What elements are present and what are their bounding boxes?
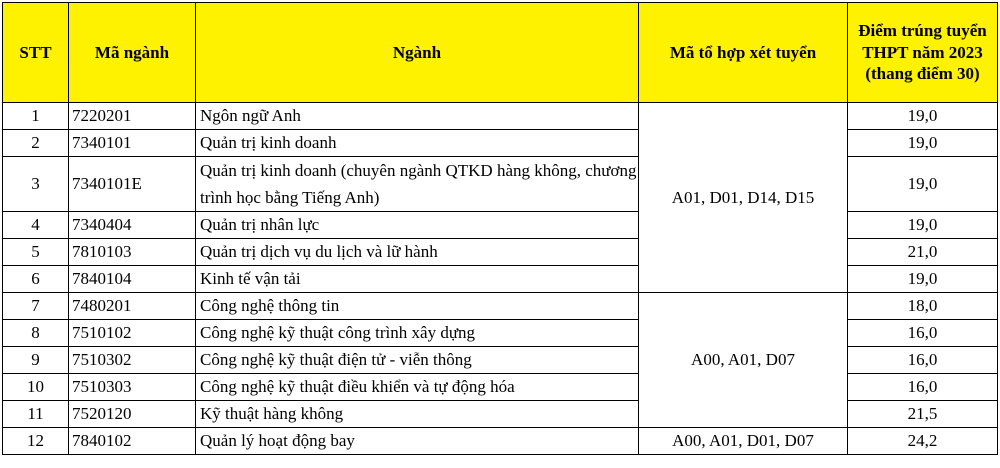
cell-major: Kỹ thuật hàng không — [196, 401, 639, 428]
cell-major: Kinh tế vận tải — [196, 266, 639, 293]
cell-major: Ngôn ngữ Anh — [196, 103, 639, 130]
cell-stt: 1 — [3, 103, 69, 130]
cell-stt: 7 — [3, 293, 69, 320]
table-row — [3, 374, 998, 401]
cell-code: 7840104 — [69, 266, 196, 293]
table-row — [3, 428, 998, 455]
table-row — [3, 347, 998, 374]
cell-major: Quản trị dịch vụ du lịch và lữ hành — [196, 239, 639, 266]
cell-stt: 12 — [3, 428, 69, 455]
table-row — [3, 266, 998, 293]
cell-stt: 11 — [3, 401, 69, 428]
cell-code: 7520120 — [69, 401, 196, 428]
cell-major: Công nghệ kỹ thuật điều khiển và tự động hóa — [196, 374, 639, 401]
cell-score: 24,2 — [848, 428, 998, 455]
header-major: Ngành — [196, 3, 639, 103]
cell-combo-group: A00, A01, D07 — [639, 293, 848, 428]
cell-score: 19,0 — [848, 266, 998, 293]
table-row — [3, 212, 998, 239]
cell-stt: 8 — [3, 320, 69, 347]
cell-code: 7840102 — [69, 428, 196, 455]
cell-stt: 5 — [3, 239, 69, 266]
table-row — [3, 130, 998, 157]
cell-stt: 9 — [3, 347, 69, 374]
header-combo: Mã tổ hợp xét tuyển — [639, 3, 848, 103]
cell-code: 7510302 — [69, 347, 196, 374]
cell-score: 16,0 — [848, 347, 998, 374]
cell-major: Quản trị kinh doanh — [196, 130, 639, 157]
admission-score-table — [2, 2, 998, 455]
cell-stt: 4 — [3, 212, 69, 239]
cell-code: 7340101 — [69, 130, 196, 157]
cell-score: 21,0 — [848, 239, 998, 266]
cell-score: 19,0 — [848, 103, 998, 130]
header-row — [3, 3, 998, 103]
cell-major: Công nghệ thông tin — [196, 293, 639, 320]
cell-score: 19,0 — [848, 212, 998, 239]
cell-score: 21,5 — [848, 401, 998, 428]
table-row — [3, 401, 998, 428]
cell-score: 19,0 — [848, 130, 998, 157]
table-row — [3, 293, 998, 320]
cell-combo-group: A00, A01, D01, D07 — [639, 428, 848, 455]
table-row — [3, 320, 998, 347]
cell-score: 16,0 — [848, 320, 998, 347]
cell-major: Quản trị kinh doanh (chuyên ngành QTKD hàng không, chương trình học bằng Tiếng Anh) — [196, 157, 639, 212]
header-code: Mã ngành — [69, 3, 196, 103]
cell-code: 7220201 — [69, 103, 196, 130]
cell-code: 7340404 — [69, 212, 196, 239]
table-row — [3, 103, 998, 130]
cell-code: 7510303 — [69, 374, 196, 401]
cell-score: 19,0 — [848, 157, 998, 212]
cell-code: 7480201 — [69, 293, 196, 320]
cell-major: Công nghệ kỹ thuật công trình xây dựng — [196, 320, 639, 347]
cell-score: 18,0 — [848, 293, 998, 320]
table-row — [3, 239, 998, 266]
cell-code: 7510102 — [69, 320, 196, 347]
cell-major: Quản trị nhân lực — [196, 212, 639, 239]
header-score: Điểm trúng tuyển THPT năm 2023 (thang điểm 30) — [848, 3, 998, 103]
cell-major: Công nghệ kỹ thuật điện tử - viễn thông — [196, 347, 639, 374]
cell-stt: 6 — [3, 266, 69, 293]
cell-code: 7810103 — [69, 239, 196, 266]
cell-stt: 10 — [3, 374, 69, 401]
table-row — [3, 157, 998, 212]
cell-major: Quản lý hoạt động bay — [196, 428, 639, 455]
cell-score: 16,0 — [848, 374, 998, 401]
cell-stt: 3 — [3, 157, 69, 212]
header-stt: STT — [3, 3, 69, 103]
cell-stt: 2 — [3, 130, 69, 157]
cell-combo-group: A01, D01, D14, D15 — [639, 103, 848, 293]
cell-code: 7340101E — [69, 157, 196, 212]
